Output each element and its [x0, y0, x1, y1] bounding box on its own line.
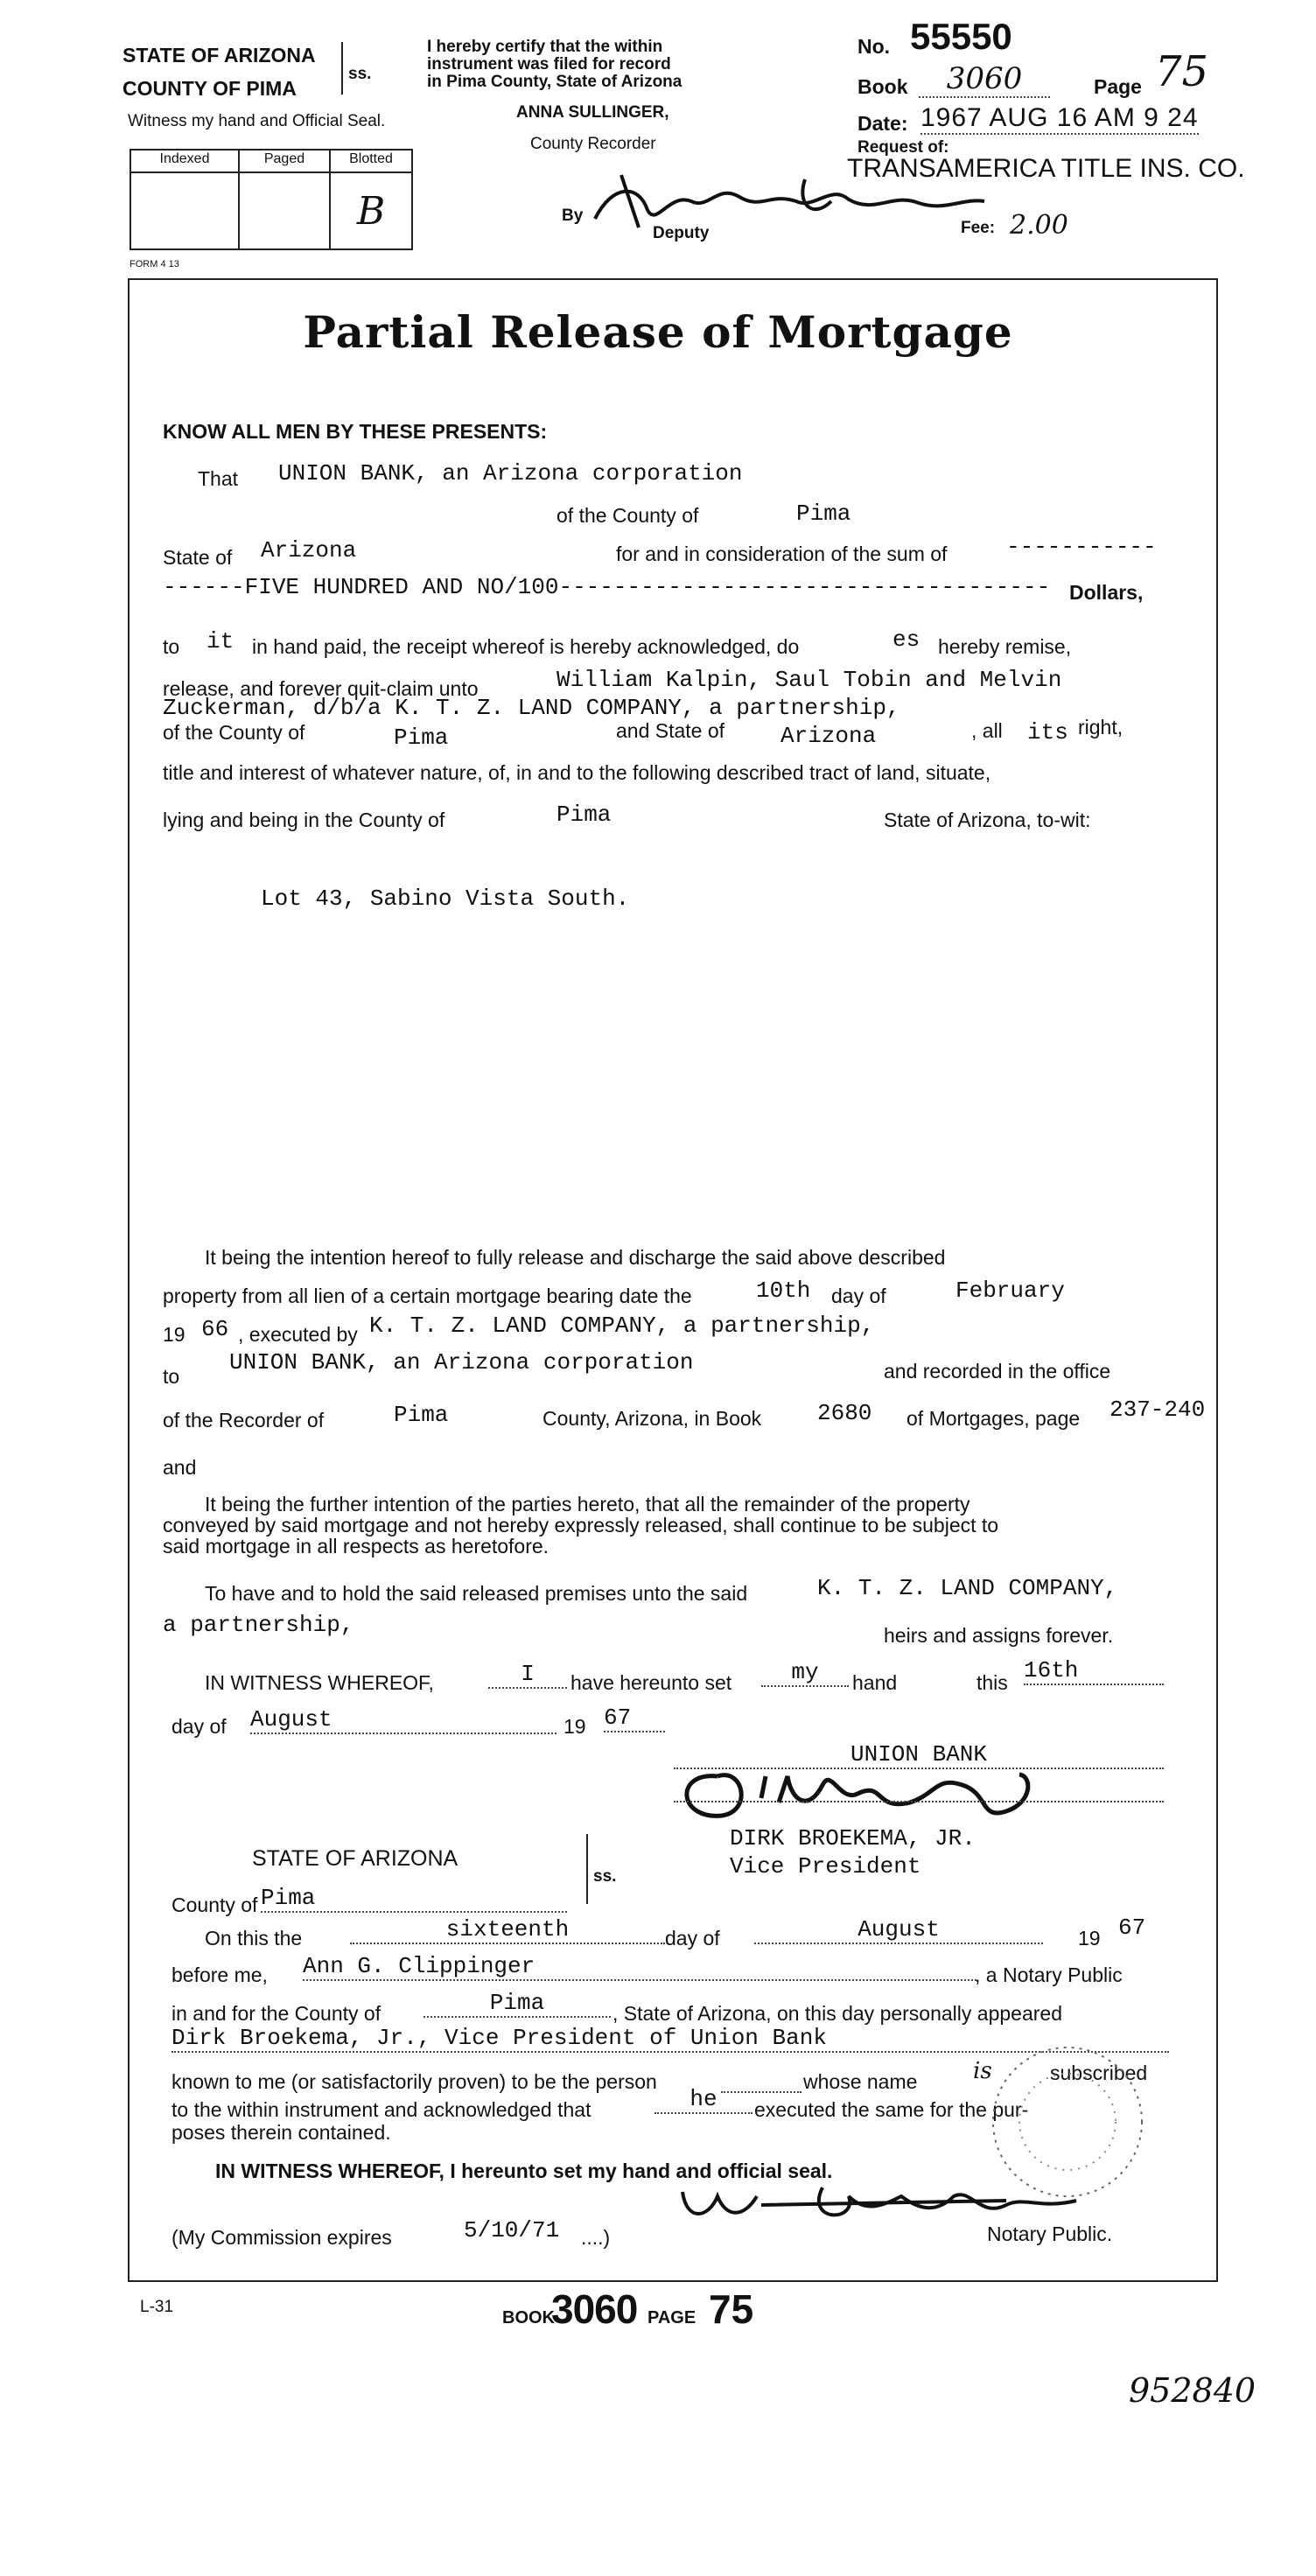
whose-name-label: whose name: [803, 2070, 918, 2093]
page-value: 75: [1155, 47, 1209, 96]
commission-label: (My Commission expires: [172, 2226, 392, 2249]
notary-nineteen: 19: [1078, 1927, 1101, 1950]
frame-top: [128, 278, 1218, 280]
mortgage-book: 2680: [817, 1400, 872, 1426]
notary-county: Pima: [261, 1885, 567, 1913]
county-2: Pima: [394, 724, 449, 751]
right-label: right,: [1078, 716, 1124, 738]
remise-text: hereby remise,: [938, 635, 1072, 658]
of-county-label: of the County of: [556, 504, 699, 527]
appeared-text: , State of Arizona, on this day personally appeared: [612, 2002, 1062, 2025]
frame-bottom: [128, 2280, 1218, 2282]
dollars-label: Dollars,: [1069, 581, 1144, 604]
record-number: 55550: [910, 16, 1012, 57]
hand-label: hand: [852, 1671, 898, 1694]
date-value: 1967 AUG 16 AM 9 24: [920, 103, 1199, 135]
header-state: STATE OF ARIZONA: [122, 44, 316, 66]
to-label: to: [163, 635, 180, 658]
notary-state: STATE OF ARIZONA: [252, 1846, 458, 1871]
within-text: to the within instrument and acknowledged that: [172, 2098, 592, 2121]
footer-page: 75: [709, 2286, 754, 2332]
pronoun-value: I: [488, 1661, 567, 1689]
day-of-label: day of: [831, 1284, 886, 1307]
sign-month: August: [250, 1706, 556, 1734]
mortgagee: UNION BANK, an Arizona corporation: [229, 1349, 694, 1376]
footer-book: 3060: [551, 2286, 638, 2332]
certify-line-1: I hereby certify that the within: [427, 38, 663, 56]
sign-year: 67: [604, 1704, 665, 1732]
and-state-label: and State of: [616, 719, 725, 742]
form-number: FORM 4 13: [130, 259, 179, 270]
notary-year: 67: [1118, 1914, 1146, 1941]
notary-county-label: County of: [172, 1894, 258, 1916]
to-wit: State of Arizona, to-wit:: [884, 808, 1091, 831]
of-mortgages-label: of Mortgages, page: [906, 1407, 1081, 1430]
notary-day: sixteenth: [350, 1916, 665, 1944]
request-value: TRANSAMERICA TITLE INS. CO.: [847, 154, 1245, 183]
mortgage-pages: 237-240: [1110, 1396, 1206, 1423]
notary-name: Ann G. Clippinger: [303, 1953, 976, 1981]
consideration: for and in consideration of the sum of: [616, 542, 948, 565]
vp-signature: [656, 1750, 1068, 1829]
state-2: Arizona: [780, 723, 877, 749]
known-text: known to me (or satisfactorily proven) to be the person: [172, 2070, 657, 2093]
know-all: KNOW ALL MEN BY THESE PRESENTS:: [163, 420, 548, 443]
property-text: property from all lien of a certain mortgage bearing date the: [163, 1284, 692, 1307]
bank-name: UNION BANK: [674, 1741, 1164, 1769]
recorder-name: ANNA SULLINGER,: [516, 103, 669, 122]
this-label: this: [976, 1671, 1008, 1694]
page-label: Page: [1094, 75, 1142, 98]
to-2-label: to: [163, 1365, 180, 1388]
mortgage-month: February: [956, 1278, 1065, 1304]
notary-bracket: [581, 1834, 588, 1904]
handwritten-number: 952840: [1129, 2371, 1256, 2410]
county-book-label: County, Arizona, in Book: [542, 1407, 762, 1430]
grantee-line-2: Zuckerman, d/b/a K. T. Z. LAND COMPANY, a partnership,: [163, 695, 900, 721]
notary-public-title: Notary Public.: [987, 2222, 1113, 2245]
index-cell-blotted: B: [330, 172, 412, 249]
index-cell-indexed: [130, 172, 239, 249]
no-label: No.: [858, 35, 891, 58]
executed-by: , executed by: [238, 1323, 358, 1346]
index-header-indexed: Indexed: [130, 150, 239, 172]
intention-text: It being the intention hereof to fully release and discharge the said above described: [205, 1246, 946, 1269]
county-3: Pima: [556, 802, 612, 828]
book-label: Book: [858, 75, 908, 98]
in-county-label: in and for the County of: [172, 2002, 382, 2025]
poses-text: poses therein contained.: [172, 2121, 391, 2144]
have-set-label: have hereunto set: [570, 1671, 732, 1694]
state-of-label: State of: [163, 546, 233, 569]
grantor: UNION BANK, an Arizona corporation: [278, 460, 743, 486]
index-box: [130, 149, 413, 250]
sign-day: 16th: [1024, 1657, 1164, 1685]
frame-left: [128, 278, 130, 2282]
notary-day-of-label: day of: [665, 1927, 720, 1950]
executed-text: executed the same for the pur-: [754, 2098, 1029, 2121]
it-value: it: [206, 628, 234, 654]
and-label: and: [163, 1456, 197, 1479]
frame-right: [1216, 278, 1218, 2282]
certify-line-3: in Pima County, State of Arizona: [427, 73, 682, 91]
sum-amount: ------FIVE HUNDRED AND NO/100------------------------------------: [163, 574, 1051, 600]
before-me-label: before me,: [172, 1964, 268, 1986]
header-ss: ss.: [348, 65, 372, 83]
that-label: That: [198, 467, 239, 490]
notary-month: August: [754, 1916, 1043, 1944]
signer-name: DIRK BROEKEMA, JR.: [730, 1825, 976, 1852]
commission-close: ....): [581, 2226, 611, 2249]
book-value: 3060: [919, 61, 1050, 98]
notary-public-label: , a Notary Public: [975, 1964, 1123, 1986]
is-value: is: [973, 2058, 992, 2084]
mortgage-day: 10th: [756, 1278, 811, 1304]
dash-1: -----------: [1006, 534, 1157, 560]
header-county: COUNTY OF PIMA: [122, 77, 297, 100]
to-have-text: To have and to hold the said released premises unto the said: [205, 1582, 748, 1605]
holder-line-1: K. T. Z. LAND COMPANY,: [817, 1575, 1118, 1601]
recorder-title: County Recorder: [530, 135, 656, 153]
subscribed-label: subscribed: [1050, 2062, 1148, 2084]
nineteen-2-label: 19: [564, 1715, 586, 1738]
signature-line: [674, 1797, 1164, 1802]
header-bracket: [336, 42, 343, 94]
further-line-1: It being the further intention of the parties hereto, that all the remainder of the property: [205, 1493, 970, 1516]
mortgage-year: 66: [201, 1316, 229, 1342]
further-line-3: said mortgage in all respects as heretofore.: [163, 1535, 550, 1558]
index-cell-paged: [239, 172, 330, 249]
heirs-text: heirs and assigns forever.: [884, 1624, 1114, 1647]
state-1: Arizona: [261, 537, 357, 564]
nineteen-label: 19: [163, 1323, 186, 1346]
index-header-blotted: Blotted: [330, 150, 412, 172]
all-label: , all: [971, 719, 1003, 742]
receipt-text: in hand paid, the receipt whereof is hereby acknowledged, do: [252, 635, 800, 658]
form-code: L-31: [140, 2298, 174, 2316]
document-title: Partial Release of Mortgage: [303, 306, 1013, 358]
legal-description: Lot 43, Sabino Vista South.: [261, 886, 630, 912]
my-value: my: [761, 1659, 849, 1687]
request-label: Request of:: [858, 138, 949, 157]
notary-ss: ss.: [593, 1867, 617, 1886]
deputy-label: Deputy: [653, 224, 710, 242]
es-value: es: [892, 626, 920, 653]
signer-title: Vice President: [730, 1853, 921, 1880]
fee-value: 2.00: [1010, 210, 1068, 241]
date-label: Date:: [858, 112, 908, 135]
fee-label: Fee:: [961, 219, 996, 237]
recorder-of-label: of the Recorder of: [163, 1409, 325, 1432]
witness-label: IN WITNESS WHEREOF,: [205, 1671, 434, 1694]
on-this-label: On this the: [205, 1927, 303, 1950]
grantee-line-1: William Kalpin, Saul Tobin and Melvin: [556, 667, 1062, 693]
county-1: Pima: [796, 500, 851, 527]
he-value: he: [654, 2086, 752, 2114]
index-header-paged: Paged: [239, 150, 330, 172]
holder-line-2: a partnership,: [163, 1612, 354, 1638]
footer-book-label: BOOK: [502, 2308, 555, 2328]
release-text: release, and forever quit-claim unto: [163, 677, 479, 700]
appearer-name: Dirk Broekema, Jr., Vice President of Union Bank: [172, 2025, 1169, 2053]
county-4: Pima: [394, 1402, 449, 1428]
by-label: By: [562, 206, 584, 225]
notary-county-2: Pima: [424, 1990, 611, 2018]
title-interest: title and interest of whatever nature, of, in and to the following described tract of land, situate,: [163, 761, 991, 784]
further-line-2: conveyed by said mortgage and not hereby expressly released, shall continue to be subject to: [163, 1514, 999, 1536]
recorded-text: and recorded in the office: [884, 1360, 1111, 1382]
lying-text: lying and being in the County of: [163, 808, 445, 831]
of-county-2-label: of the County of: [163, 721, 305, 744]
its-value: its: [1027, 719, 1068, 746]
notary-witness: IN WITNESS WHEREOF, I hereunto set my hand and official seal.: [215, 2160, 833, 2182]
certify-line-2: instrument was filed for record: [427, 55, 671, 74]
certify-block: [427, 38, 682, 91]
header-witness: Witness my hand and Official Seal.: [128, 112, 386, 130]
footer-page-label: PAGE: [648, 2308, 696, 2328]
commission-expires: 5/10/71: [464, 2217, 560, 2244]
day-of-2-label: day of: [172, 1715, 227, 1738]
mortgagor: K. T. Z. LAND COMPANY, a partnership,: [369, 1312, 875, 1339]
